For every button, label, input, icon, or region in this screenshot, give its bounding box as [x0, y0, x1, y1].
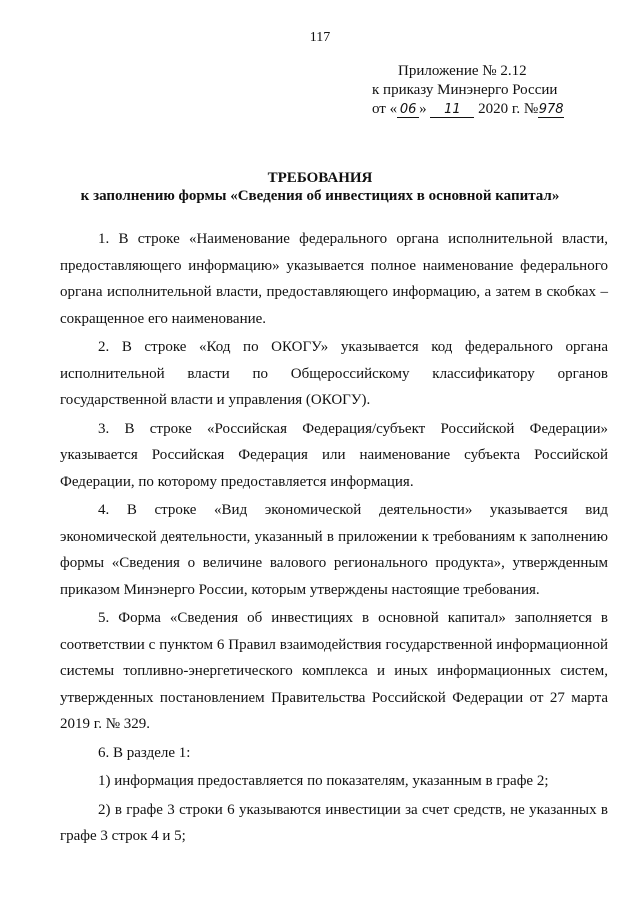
- appendix-date-line: [372, 100, 612, 119]
- paragraph-3: 3. В строке «Российская Федерация/субъект Российской Федерации» указывается Российская Федерация или наименование субъекта Российской Федерации, по которому предоставляется информация.: [60, 420, 608, 490]
- handwritten-month: 11: [430, 103, 474, 118]
- page-number: 117: [309, 30, 331, 45]
- date-day-suffix: »: [419, 101, 427, 117]
- paragraph-4: 4. В строке «Вид экономической деятельности» указывается вид экономической деятельности, указанный в приложении к требованиям к заполнению формы «Сведения о величине валового регионального продукта», утвержденным приказом Минэнерго России, которым утверждены настоящие требования.: [60, 502, 608, 598]
- appendix-title: Приложение № 2.12: [398, 63, 527, 79]
- document-body: [60, 226, 608, 852]
- document-title: ТРЕБОВАНИЯ: [267, 170, 373, 186]
- paragraph-5: 5. Форма «Сведения об инвестициях в основной капитал» заполняется в соответствии с пунктом 6 Правил взаимодействия государственной информационной системы топливно-энергетического комплекса и иных информационных систем, утвержденных постановлением Правительства Российской Федерации от 27 марта 2019 г. № 329.: [60, 610, 608, 732]
- paragraph-6-item-2: 2) в графе 3 строки 6 указываются инвестиции за счет средств, не указанных в графе 3 строк 4 и 5;: [60, 801, 608, 844]
- handwritten-order-number: 978: [538, 102, 564, 117]
- date-year-text: 2020 г. №: [478, 101, 539, 117]
- paragraph-2: 2. В строке «Код по ОКОГУ» указывается код федерального органа исполнительной власти по Общероссийскому классификатору органов государственной власти и управления (ОКОГУ).: [60, 339, 608, 408]
- appendix-order-reference: к приказу Минэнерго России: [372, 82, 558, 98]
- date-prefix: от «: [372, 101, 398, 117]
- appendix-block: [372, 62, 612, 119]
- paragraph-6-item-1: 1) информация предоставляется по показателям, указанным в графе 2;: [98, 773, 549, 789]
- handwritten-day: 06: [397, 103, 419, 118]
- paragraph-1: 1. В строке «Наименование федерального органа исполнительной власти, предоставляющего информацию» указывается полное наименование федерального органа исполнительной власти, предоставляющего информацию, а затем в скобках – сокращенное его наименование.: [60, 231, 608, 327]
- document-subtitle: к заполнению формы «Сведения об инвестициях в основной капитал»: [80, 188, 560, 204]
- paragraph-6: 6. В разделе 1:: [98, 744, 191, 761]
